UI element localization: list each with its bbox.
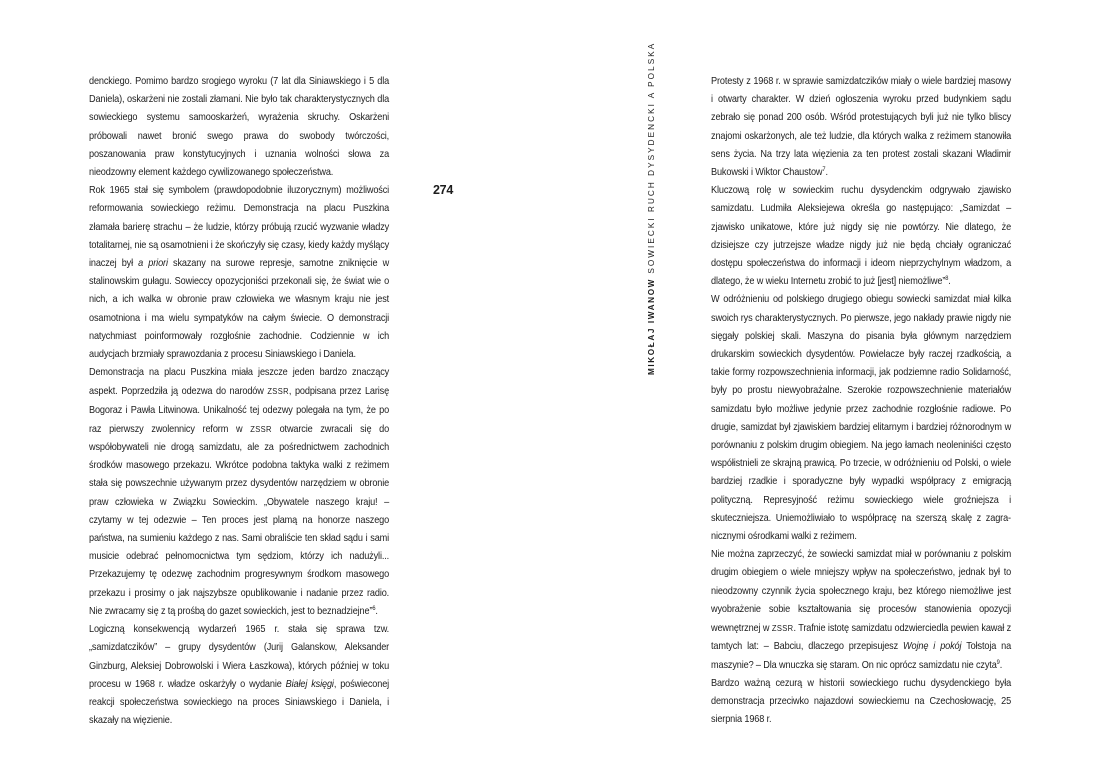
paragraph [711,291,1011,546]
text-run: Kluczową rolę w sowieckim ruchu dysydenckim odgrywało zjawisko samizdatu. Ludmiła Aleksiejewa określa go następująco: „Samizdat – zjawisko unikatowe, które już nigdy się nie powtórzy. Nie dlatego, że dzisiejsze czy jutrzejsze władze nigdy już nie będą chciały ograniczać dostępu społeczeństwa do informacji i ideom nieprzychylnym władzom, a dlatego, że w wieku Internetu zrobić to już [jest] niemożliwe” [711,185,1012,288]
paragraph [89,364,389,621]
small-caps-text: ZSSR [250,423,272,434]
paragraph [711,546,1011,674]
footnote-ref: 7 [822,166,826,174]
text-run: . Trafnie istotę samizdatu odzwierciedla pewien kawał z tamtych lat: – Babciu, dlaczego przepisujesz [711,623,1012,653]
text-run: , poświeconej reakcji społeczeństwa sowieckiego na proces Siniawskiego i Daniela, i skazały na więzienie. [89,678,390,727]
text-run: Logiczną konsekwencją wydarzeń 1965 r. stała się sprawa tzw. „samizdatczików” – grupy dysydentów (Jurij Galanskow, Aleksander Ginzburg, Aleksiej Dobrowolski i Wiera Łaszkowa), których później w toku procesu w 1968 r. władze oskarżyły o wydanie [89,624,390,690]
right-text-column [711,73,1011,729]
paragraph [711,182,1011,291]
text-run: . [999,659,1003,671]
running-head-title: SOWIECKI RUCH DYSYDENCKI A POLSKA [647,41,656,274]
text-run: Protesty z 1968 r. w sprawie samizdatczików miały o wiele bardziej masowy i otwarty charakter. W dzień ogłoszenia wyroku przed budynkiem sądu zebrało się ponad 200 osób. Wśród protestujących byli już nie tylko bliscy znajomi oskarżonych, ale też ludzie, dla których walka z reżimem stanowiła sens życia. Na trzy lata więzienia za ten protest zostali skazani Władimir Bukowski i Wiktor Chaustow [711,76,1012,179]
text-run: Demonstracja na placu Puszkina miała jeszcze jeden bardzo znaczący aspekt. Poprzedziła ją odezwa do narodów [89,367,390,398]
text-run: . [825,167,828,179]
paragraph [89,621,389,730]
text-run: W odróżnieniu od polskiego drugiego obiegu sowiecki samizdat miał kilka swoich rys charakterystycznych. Po pierwsze, jego nakłady prawie nigdy nie sięgały polskiej skali. Maszyna do pisania była głównym narzędziem drukarskim sowieckich dysydentów. Powielacze były raczej rzadkością, a takie formy rozpowszechnienia informacji, jak podziemne radio Solidarność, były po prostu niewyobrażalne. Szerokie rozpowszechnienie materiałów samizdatu było możliwe jedynie przez zachodnie rozgłośnie radiowe. Po drugie, samizdat był zjawiskiem bardziej elitarnym i bardziej różnorodnym w porównaniu z polskim drugim obiegiem. Na jego łamach neoleniniści często współistnieli ze skrajną prawicą. Po trzecie, w odróżnieniu od Polski, o wiele bardziej rzadkie i sporadyczne były wypadki współpracy z emigracją polityczną. Represyjność reżimu sowieckiego wiele groźniejsza i skuteczniejsza. Uniemożliwiało to współpracę na szerszą skalę z zagranicznymi ośrodkami walki z reżimem. [711,294,1012,543]
small-caps-text: ZSSR [771,623,794,634]
paragraph [89,73,389,182]
paragraph [711,73,1011,182]
text-run: Nie można zaprzeczyć, że sowiecki samizdat miał w porównaniu z polskim drugim obiegiem o wiele mniejszy wpływ na społeczeństwo, jednak był to nieodzowny czynnik życia społecznego kraju, bez którego niemożliwe jest wyobrażenie sobie kształtowania się procesów stanowienia opozycji wewnętrznej w [711,549,1012,635]
text-run: . [948,276,951,288]
text-run: skazany na surowe represje, samotne zniknięcie w stalinowskim gułagu. Sowieccy opozycjoniści przekonali się, że świat wie o nich, a ich walka w obronie praw człowieka we własnym kraju nie jest osamotniona i ma wielu sympatyków na całym świecie. O demonstracji natychmiast poinformowały rozgłośnie zachodnie. Codziennie w ich audycjach brzmiały sprawozdania z procesu Siniawskiego i Daniela. [89,258,390,361]
page-number: 274 [433,183,453,197]
text-run: otwarcie zwracali się do współobywateli nie drogą samizdatu, ale za pośrednictwem zachodnich środków masowego przekazu. Wkrótce podobna taktyka walki z reżimem stała się powszechnie używanym przez dysydentów narzędziem w obronie praw człowieka w Związku Sowieckim. „Obywatele naszego kraju! – czytamy w tej odezwie – Ten proces jest plamą na honorze naszego państwa, na sumieniu każdego z nas. Sami obraliście ten skład sądu i sami musicie odebrać pełnomocnictwa tym sędziom, którzy ich nadużyli... Przekazujemy tę odezwę zachodnim progresywnym środkom masowego przekazu i prosimy o jak najszybsze opublikowanie i nadanie przez radio. Nie zwracamy się z tą prośbą do gazet sowieckich, jest to beznadziejne” [89,423,390,617]
italic-text: Wojnę i pokój [903,641,962,653]
text-run: denckiego. Pomimo bardzo srogiego wyroku (7 lat dla Siniawskiego i 5 dla Daniela), oskarżeni nie zostali złamani. Nie było tak charakterystycznych dla sowieckiego systemu samooskarżeń, wyrażenia skruchy. Oskarżeni próbowali nawet bronić swego prawa do swobody twórczości, poszanowania praw konstytucyjnych i uznania wolności słowa za nieodzowny element każdego cywilizowanego społeczeństwa. [89,76,390,179]
text-run: , podpisana przez Larisę Bogoraz i Pawła Litwinowa. Unikalność tej odezwy polegała na tym, że po raz pierwszy zwolennicy reform w [89,386,390,435]
text-run: Bardzo ważną cezurą w historii sowieckiego ruchu dysydenckiego była demonstracja przeciwko najazdowi sowieckiemu na Czechosłowację, 25 sierpnia 1968 r. [711,677,1012,726]
running-head-author: MIKOŁAJ IWANOW [647,278,656,375]
paragraph [89,182,389,364]
text-run: Rok 1965 stał się symbolem (prawdopodobnie iluzorycznym) możliwości reformowania sowieckiego reżimu. Demonstracja na placu Puszkina złamała barierę strachu – że ludzie, którzy próbują rzucić wyzwanie władzy totalitarnej, nie są osamotnieni i że skończyły się czasy, kiedy każdy myślący inaczej był [89,185,390,270]
text-run: Tołstoja na maszynie? – Dla wnuczka się staram. On nic oprócz samizdatu nie czyta [711,641,1012,671]
running-head [645,41,659,375]
italic-text: a priori [138,258,168,270]
italic-text: Białej księgi [285,678,334,690]
small-caps-text: ZSSR [267,386,289,397]
footnote-ref: 9 [996,658,1000,666]
text-run: . [375,605,378,617]
left-text-column [89,73,389,730]
paragraph [711,675,1011,730]
footnote-ref: 8 [945,275,949,283]
footnote-ref: 6 [372,604,376,612]
